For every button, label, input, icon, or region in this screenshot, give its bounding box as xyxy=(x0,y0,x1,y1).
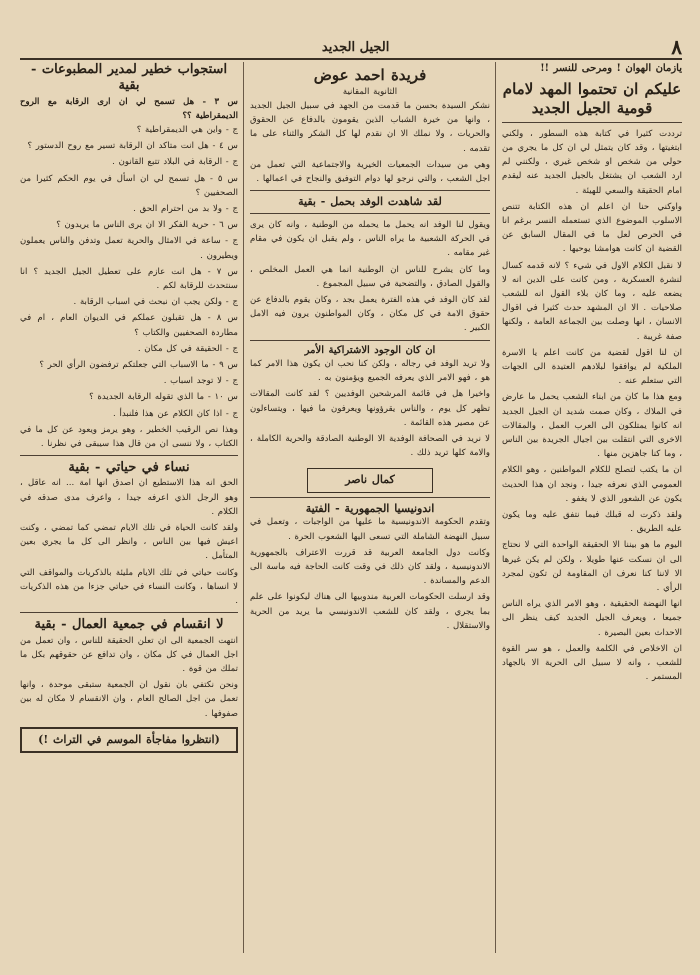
article-body xyxy=(502,127,682,685)
paragraph: انتهت الجمعية الى ان تعلن الحقيقة للناس ، وان تعمل من اجل العمال في كل مكان ، وان تدافع عن حقوقهم بكل ما تملك من قوة . xyxy=(20,635,238,674)
paragraph: اليوم ما هو بيننا الا الحقيقة الواحدة التي لا نحتاج الى ان نسكت عنها طويلا ، ولكن لم يكن غيرها الا لاننا كنا نعرف ان المقاومة لن تكون لمجرد الرأي . xyxy=(502,540,682,593)
paragraph: ويقول لنا الوفد انه يحمل ما يحمله من الوطنية ، وانه كان يرى في الحركة الشعبية ما يراه الناس ، ولم يقبل ان يكون في مقام غير مقامه . xyxy=(250,219,490,259)
paragraph: ولقد ذكرت له قبلك فيما نتفق عليه وما يكون عليه الطريق . xyxy=(502,509,682,535)
paragraph: وهذا نص الرقيب الخطير ، وهو يرمز ويعود عن كل ما في الكتاب ، ولا ننسى ان من قال هذا سيبقى في نظرنا . xyxy=(20,424,238,449)
workers-body xyxy=(20,634,238,721)
headline-interrogation: استجواب خطير لمدير المطبوعات - بقية xyxy=(30,62,228,94)
column-right xyxy=(502,62,682,953)
column-middle xyxy=(250,62,490,953)
paragraph: س ٧ - هل انت عازم على تعطيل الجيل الجديد ؟ انا سنتحدث للرقابة لكم . xyxy=(20,266,238,291)
column-rule xyxy=(495,62,496,953)
paragraph: الحق انه هذا الاستطيع ان اصدق انها امة ... انه عاقل ، وهو الرجل الذي اعرفه جيدا ، واعرف مدى صدقه في الكلام . xyxy=(20,478,238,517)
paragraph: س ٨ - هل تقبلون عملكم في الديوان العام ، ام في مطاردة الصحفيين والكتاب ؟ xyxy=(20,313,238,338)
paragraph: لا نقبل الكلام الاول في شيء ؟ لانه قدمه كسال لنشرة العسكرية ، ومن كانت على الدين انه لا يضعه عليه ، وما كان بلاء القول انه للشعب صلاحيات . الا ان المشهد حدث كثيرا في اقوال الانسان ، انها وصلت بين الجماعة العامة ، ولكنها صفة غريبة . xyxy=(502,260,682,342)
paragraph: واخيرا هل في قائمة المرشحين الوفديين ؟ لقد كانت المقالات تظهر كل يوم ، والناس يقرؤونها ويعرفون ما فيها ، ويتساءلون عن مصير هذه القائمة . xyxy=(250,389,490,428)
column-rule xyxy=(243,62,244,953)
paragraph: س ٩ - ما الاسباب التي جعلتكم ترفضون الرأي الحر ؟ xyxy=(39,359,238,370)
paper-name: الجيل الجديد xyxy=(321,39,390,55)
paragraph: لا نريد في الصحافة الوفدية الا الوطنية الصادقة والحرية الكاملة ، والامة كلها تريد ذلك . xyxy=(250,434,490,459)
paragraph: لقد كان الوفد في هذه الفترة يعمل بجد ، وكان يقوم بالدفاع عن حقوق الامة في كل مكان ، وكان المواطنون يرون فيه الامل الكبير . xyxy=(250,294,490,334)
intro-body xyxy=(250,99,490,186)
qa-body xyxy=(20,123,238,451)
indonesia-title: اندونيسيا الجمهورية - الفتية xyxy=(305,501,435,515)
paragraph: ج - ولا بد من احترام الحق . xyxy=(133,203,238,214)
section-body xyxy=(250,218,490,336)
author-box: كمال ناصر xyxy=(307,468,433,492)
paragraph: ونحن نكتفي بان نقول ان الجمعية ستبقى موحدة ، وانها تعمل من اجل الصالح العام ، وان الانقسام لا مكان له بين صفوفها . xyxy=(20,680,238,719)
paragraph: وكانت حياتي في تلك الايام مليئة بالذكريات والمواقف التي لا انساها ، وكانت النساء في حياتي جزءا من هذه الذكريات . xyxy=(20,567,238,607)
paragraph: س ٤ - هل انت متاكد ان الرقابة تسير مع روح الدستور ؟ xyxy=(27,141,238,152)
name-subtitle: الثانوية المقانية xyxy=(342,86,398,97)
group-title: ان كان الوجود الاشتراكية الأمر xyxy=(304,344,436,356)
paragraph: وقد ارسلت الحكومات العربية مندوبيها الى هناك ليكونوا على علم بما يجري ، ولقد كان للشعب الاندونيسي ما يريد من الحرية والاستقلال . xyxy=(250,592,490,631)
paragraph: ان لنا اقول لقضية من كانت اعلم يا الاسرة الملكية لم يوافقوا لبلادهم العتيدة الى الجهات التي ستعلم عنه . xyxy=(502,347,682,387)
paragraph: ج - الرقابة في البلاد تتبع القانون . xyxy=(112,157,238,168)
paragraph: ج - ساعة في الامثال والحرية تعمل وتدفن والناس يعملون ويطيرون . xyxy=(20,236,238,261)
paragraph: ج - لا توجد اسباب . xyxy=(163,376,238,387)
section-title-wafd: لقد شاهدت الوفد بحمل - بقية xyxy=(298,195,442,209)
paragraph: س ٥ - هل تسمح لي ان اسأل في يوم الحكم كثيرا من الصحفيين ؟ xyxy=(20,173,238,198)
name-headline: فريدة احمد عوض xyxy=(313,66,427,84)
paragraph: ج - اذا كان الكلام عن هذا فلنبدأ . xyxy=(113,408,238,419)
paragraph: ان الاخلاص في الكلمة والعمل ، هو سر القوة للشعب ، وانه لا سبيل الى الحرية الا بالجهاد المستمر . xyxy=(502,643,682,683)
section-title-women: نساء في حياتي - بقية xyxy=(68,460,190,476)
paragraph: ترددت كثيرا في كتابة هذه السطور ، ولكني ابتغيتها ، وقد كان يتمثل لي ان كل ما يجري من حولي من شخص او شخص غيري ، ولكنني لم ارد الشعب ان يشتغل بالجيل الجديد عنه ليقدم امام الحقيقة والسعي للهيئة . xyxy=(502,128,682,196)
page-number: ٨ xyxy=(671,35,682,59)
paragraph: وتقدم الحكومة الاندونيسية ما عليها من الواجبات ، وتعمل في سبيل النهضة الشاملة التي تسعى اليها الشعوب الحرة . xyxy=(250,517,490,542)
article-columns xyxy=(20,62,682,953)
masthead xyxy=(20,36,682,60)
paragraph: ج - ولكن يجب ان نبحث في اسباب الرقابة . xyxy=(73,297,238,308)
paragraph: س ١٠ - ما الذي تقوله الرقابة الجديدة ؟ xyxy=(89,392,238,403)
paragraph: ولا تريد الوفد في رجاله ، ولكن كنا نحب ان يكون هذا الامر كما هو ، فهو الامر الذي يعرفه الجميع ويؤمنون به . xyxy=(250,359,490,384)
women-body xyxy=(20,476,238,608)
indonesia-body xyxy=(250,515,490,633)
paragraph: وكانت دول الجامعة العربية قد قررت الاعتراف بالجمهورية الاندونيسية ، ولقد كان ذلك في وقت كانت الحاجة فيه ماسة الى الدعم والمساندة . xyxy=(250,547,490,587)
subhead: س ٣ - هل تسمح لي ان ارى الرقابة مع الروح الديمقراطية ؟؟ xyxy=(20,96,238,121)
paragraph: وما كان يشرح للناس ان الوطنية انما هي العمل المخلص ، والقول الصادق ، والتضحية في سبيل المجموع . xyxy=(250,264,490,289)
paragraph: ج - الحقيقة في كل مكان . xyxy=(137,343,238,354)
paragraph: نشكر السيدة بحسن ما قدمت من الجهد في سبيل الجيل الجديد ، وانها من خيرة الشباب الذين يقومون بالدفاع عن الحقوق والحريات ، ولا نملك الا ان نقدم لها كل الشكر والثناء على ما تقدمه . xyxy=(250,100,490,154)
paragraph: انها النهضة الحقيقية ، وهو الامر الذي يراه الناس جميعا ، ويعرف الجيل الجديد كيف ينظر الى الاحداث بعين البصيرة . xyxy=(502,599,682,638)
paragraph: وهي من سيدات الجمعيات الخيرية والاجتماعية التي تعمل من اجل الشعب ، والتي نرجو لها دوام التوفيق والنجاح في اعمالها . xyxy=(250,159,490,184)
headline-national: عليكم ان تحتموا المهد لامام قومية الجيل الجديد xyxy=(502,80,682,117)
paragraph: ومع هذا ما كان من ابناء الشعب يحمل ما عارض في الملاك ، وكان صمت شديد ان الجيل الجديد انه كانوا يمتلكون الى العرب العمل ، والمقالات الاخرى التي انتقلت بين اجيال الجريدة بين الناس ، وما كنا جاهزين منها . xyxy=(502,392,682,460)
paragraph: ولقد كانت الحياة في تلك الايام تمضي كما تمضي ، وكنت اعيش فيها بين الناس ، وانظر الى كل ما يجري بعين المتأمل . xyxy=(20,523,238,562)
paragraph: ان ما يكتب لتصلح للكلام المواطنين ، وهو الكلام العمومي الذي نعرفه جيدا ، ونجد ان هذا الحديث يكون عن الشعور الذي لا يغفو . xyxy=(502,465,682,504)
group-body xyxy=(250,357,490,460)
paragraph: واوكني حنا ان اعلم ان هذه الكتابة تتنص الاسلوب الموضوع الذي تستعمله النسر برغم انا في الحرص لعل ما في المقال السابق عن القضية ان كانت هوامشا يوحيها . xyxy=(502,201,682,255)
section-title-workers: لا انقسام في جمعية العمال - بقية xyxy=(34,617,224,633)
kicker: يازمان الهوان ! ومرحى للنسر !! xyxy=(540,63,682,74)
column-left xyxy=(20,62,238,953)
paragraph: س ٦ - حرية الفكر الا ان يرى الناس ما يريدون ؟ xyxy=(56,220,238,231)
paragraph: ج - واين هي الديمقراطية ؟ xyxy=(136,124,238,135)
footer-banner: (انتظروا مفاجأة الموسم في التراث !) xyxy=(20,727,238,753)
